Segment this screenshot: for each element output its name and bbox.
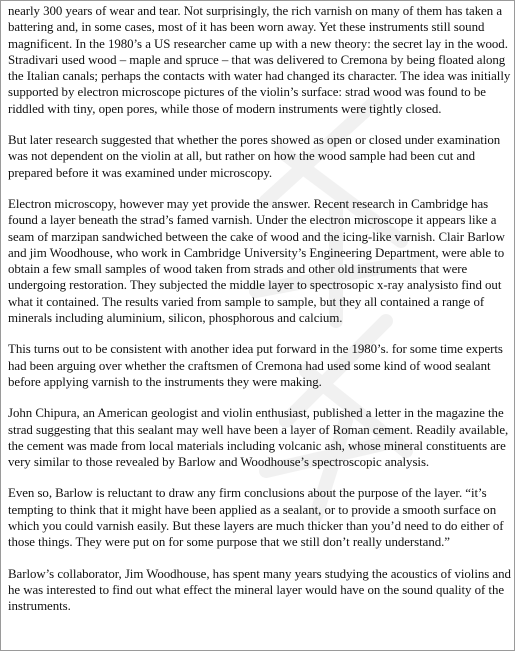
- paragraph-1: nearly 300 years of wear and tear. Not surprisingly, the rich varnish on many of them has taken a battering and, in some cases, most of it has been worn away. Yet these instruments still sound magnificent. In the 1980’s a US researcher came up with a new theory: the secret lay in the wood. Stradivari used wood – maple and spruce – that was delivered to Cremona by being floated along the Italian canals; perhaps the contacts with water had changed its character. The idea was initially supported by electron microscope pictures of the violin’s surface: strad wood was found to be riddled with tiny, open pores, while those of modern instruments were tightly closed.: [8, 4, 511, 116]
- article-body: [8, 3, 511, 630]
- paragraph-2: But later research suggested that whether the pores showed as open or closed under examination was not dependent on the violin at all, but rather on how the wood sample had been cut and prepared before it was examined under microscopy.: [8, 133, 501, 180]
- paragraph-5: John Chipura, an American geologist and violin enthusiast, published a letter in the magazine the strad suggesting that this sealant may well have been a layer of Roman cement. Readily available, the cement was made from local materials including volcanic ash, whose mineral constituents are very similar to those revealed by Barlow and Woodhouse’s spectroscopic analysis.: [8, 406, 509, 470]
- paragraph-3: Electron microscopy, however may yet provide the answer. Recent research in Cambridge has found a layer beneath the strad’s famed varnish. Under the electron microscope it appears like a seam of marzipan sandwiched between the cake of wood and the icing-like varnish. Clair Barlow and jim Woodhouse, who work in Cambridge University’s Engineering Department, were able to obtain a few small samples of wood taken from strads and other old instruments that were undergoing restoration. They subjected the middle layer to spectrosopic x-ray analysisto find out what it contained. The results varied from sample to sample, but they all contained a range of minerals including aluminium, silicon, phosphorous and calcium.: [8, 196, 505, 326]
- paragraph-6: Even so, Barlow is reluctant to draw any firm conclusions about the purpose of the layer. “it’s tempting to think that it might have been applied as a sealant, or to provide a smooth surface on which you could varnish easily. But these layers are much thicker than you’d need to do either of those things. They were put on for some purpose that we still don’t really understand.”: [8, 486, 504, 550]
- paragraph-4: This turns out to be consistent with another idea put forward in the 1980’s. for some time experts had been arguing over whether the craftsmen of Cremona had used some kind of wood sealant before applying varnish to the instruments they were making.: [8, 342, 503, 389]
- paragraph-7: Barlow’s collaborator, Jim Woodhouse, has spent many years studying the acoustics of violins and he was interested to find out what effect the mineral layer would have on the sound quality of the instruments.: [8, 566, 511, 614]
